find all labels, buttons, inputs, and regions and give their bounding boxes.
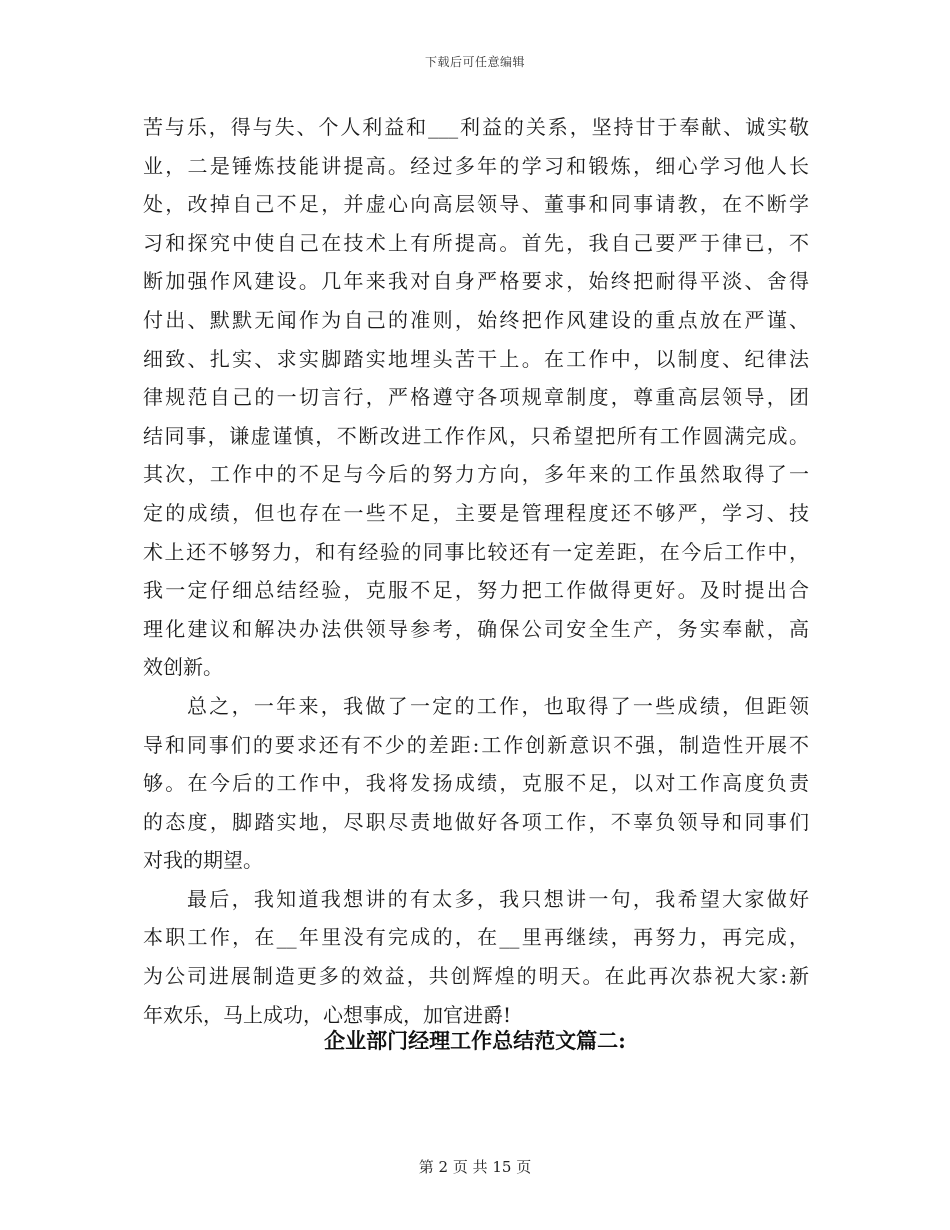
- section-heading: 企业部门经理工作总结范文篇二:: [324, 1028, 626, 1053]
- text-line: 其次，工作中的不足与今后的努力方向，多年来的工作虽然取得了一: [143, 462, 809, 487]
- text-line: 对我的期望。: [143, 848, 263, 873]
- text-line: 总之，一年来，我做了一定的工作，也取得了一些成绩，但距领: [187, 693, 809, 718]
- text-line: 术上还不够努力，和有经验的同事比较还有一定差距，在今后工作中，: [143, 539, 809, 564]
- text-line: 本职工作，在__年里没有完成的，在__里再继续，再努力，再完成，: [143, 925, 809, 950]
- text-line: 最后，我知道我想讲的有太多，我只想讲一句，我希望大家做好: [187, 886, 809, 911]
- document-body: [143, 108, 809, 1034]
- text-line: 付出、默默无闻作为自己的准则，始终把作风建设的重点放在严谨、: [143, 307, 809, 332]
- text-line: 细致、扎实、求实脚踏实地埋头苦干上。在工作中，以制度、纪律法: [143, 346, 809, 371]
- text-line: 的态度，脚踏实地，尽职尽责地做好各项工作，不辜负领导和同事们: [143, 809, 809, 834]
- text-line: 理化建议和解决办法供领导参考，确保公司安全生产，务实奉献，高: [143, 616, 809, 641]
- text-line: 效创新。: [143, 655, 223, 680]
- text-line: 律规范自己的一切言行，严格遵守各项规章制度，尊重高层领导，团: [143, 385, 809, 410]
- text-line: 业，二是锤炼技能讲提高。经过多年的学习和锻炼，细心学习他人长: [143, 153, 809, 178]
- text-line: 苦与乐，得与失、个人利益和___利益的关系，坚持甘于奉献、诚实敬: [143, 115, 809, 139]
- text-line: 习和探究中使自己在技术上有所提高。首先，我自己要严于律已，不: [143, 230, 809, 255]
- page-indicator: 第 2 页 共 15 页: [418, 1158, 532, 1176]
- header-note: 下载后可任意编辑: [424, 55, 525, 69]
- text-line: 为公司进展制造更多的效益，共创辉煌的明天。在此再次恭祝大家:新: [143, 964, 809, 989]
- text-line: 结同事，谦虚谨慎，不断改进工作作风，只希望把所有工作圆满完成。: [143, 423, 809, 448]
- text-line: 年欢乐，马上成功，心想事成，加官进爵!: [143, 1002, 512, 1027]
- text-line: 处，改掉自己不足，并虚心向高层领导、董事和同事请教，在不断学: [143, 192, 809, 217]
- text-line: 断加强作风建设。几年来我对自身严格要求，始终把耐得平淡、舍得: [143, 269, 809, 294]
- text-line: 导和同事们的要求还有不少的差距:工作创新意识不强，制造性开展不: [143, 732, 809, 757]
- text-line: 我一定仔细总结经验，克服不足，努力把工作做得更好。及时提出合: [143, 578, 809, 603]
- text-line: 够。在今后的工作中，我将发扬成绩，克服不足，以对工作高度负责: [143, 771, 809, 796]
- text-line: 定的成绩，但也存在一些不足，主要是管理程度还不够严，学习、技: [143, 500, 809, 525]
